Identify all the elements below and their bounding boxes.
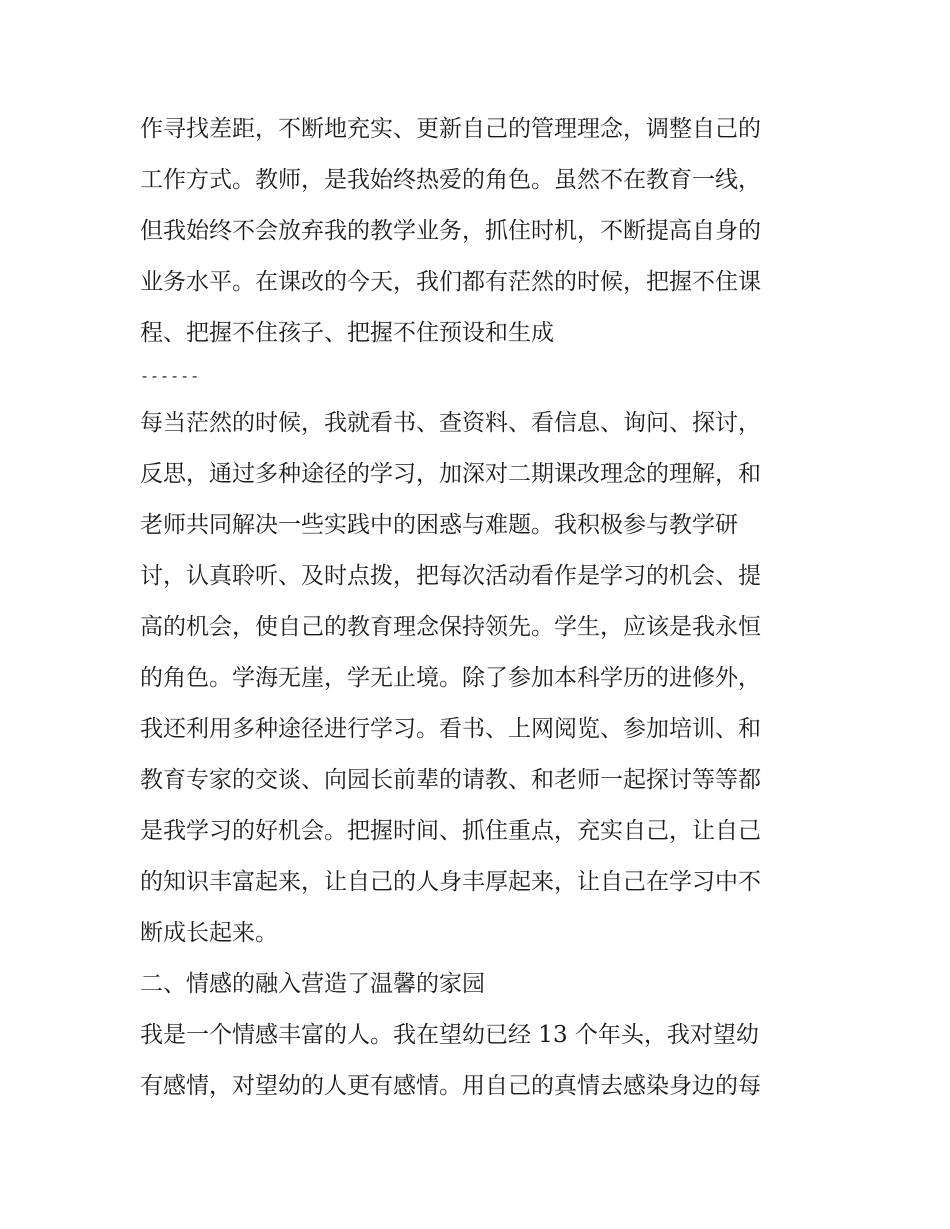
text-line: 教育专家的交谈、向园长前辈的请教、和老师一起探讨等等都: [140, 767, 761, 793]
text-line: 断成长起来。: [140, 920, 278, 946]
text-line: 每当茫然的时候，我就看书、查资料、看信息、询问、探讨，: [140, 410, 761, 436]
text-line: 的角色。学海无崖，学无止境。除了参加本科学历的进修外，: [140, 665, 761, 691]
text-line: 的知识丰富起来，让自己的人身丰厚起来，让自己在学习中不: [140, 869, 761, 895]
section-separator: ------: [140, 367, 201, 385]
paragraph-block-2: [140, 398, 820, 1112]
text-line: 但我始终不会放弃我的教学业务，抓住时机，不断提高自身的: [140, 218, 761, 244]
text-line: 是我学习的好机会。把握时间、抓住重点，充实自己，让自己: [140, 818, 761, 844]
text-line: 我是一个情感丰富的人。我在望幼已经 13 个年头，我对望幼: [140, 1022, 759, 1048]
section-heading: 二、情感的融入营造了温馨的家园: [140, 971, 485, 997]
text-line: 作寻找差距，不断地充实、更新自己的管理理念，调整自己的: [140, 116, 761, 142]
text-line: 老师共同解决一些实践中的困惑与难题。我积极参与教学研: [140, 512, 738, 538]
text-line: 程、把握不住孩子、把握不住预设和生成: [140, 320, 554, 346]
text-line: 工作方式。教师，是我始终热爱的角色。虽然不在教育一线，: [140, 167, 761, 193]
text-line: 讨，认真聆听、及时点拨，把每次活动看作是学习的机会、提: [140, 563, 761, 589]
text-line: 业务水平。在课改的今天，我们都有茫然的时候，把握不住课: [140, 269, 761, 295]
text-line: 高的机会，使自己的教育理念保持领先。学生，应该是我永恒: [140, 614, 761, 640]
paragraph-block-1: [140, 104, 820, 359]
text-line: 反思，通过多种途径的学习，加深对二期课改理念的理解，和: [140, 461, 761, 487]
text-line: 有感情，对望幼的人更有感情。用自己的真情去感染身边的每: [140, 1073, 761, 1099]
text-line: 我还利用多种途径进行学习。看书、上网阅览、参加培训、和: [140, 716, 761, 742]
